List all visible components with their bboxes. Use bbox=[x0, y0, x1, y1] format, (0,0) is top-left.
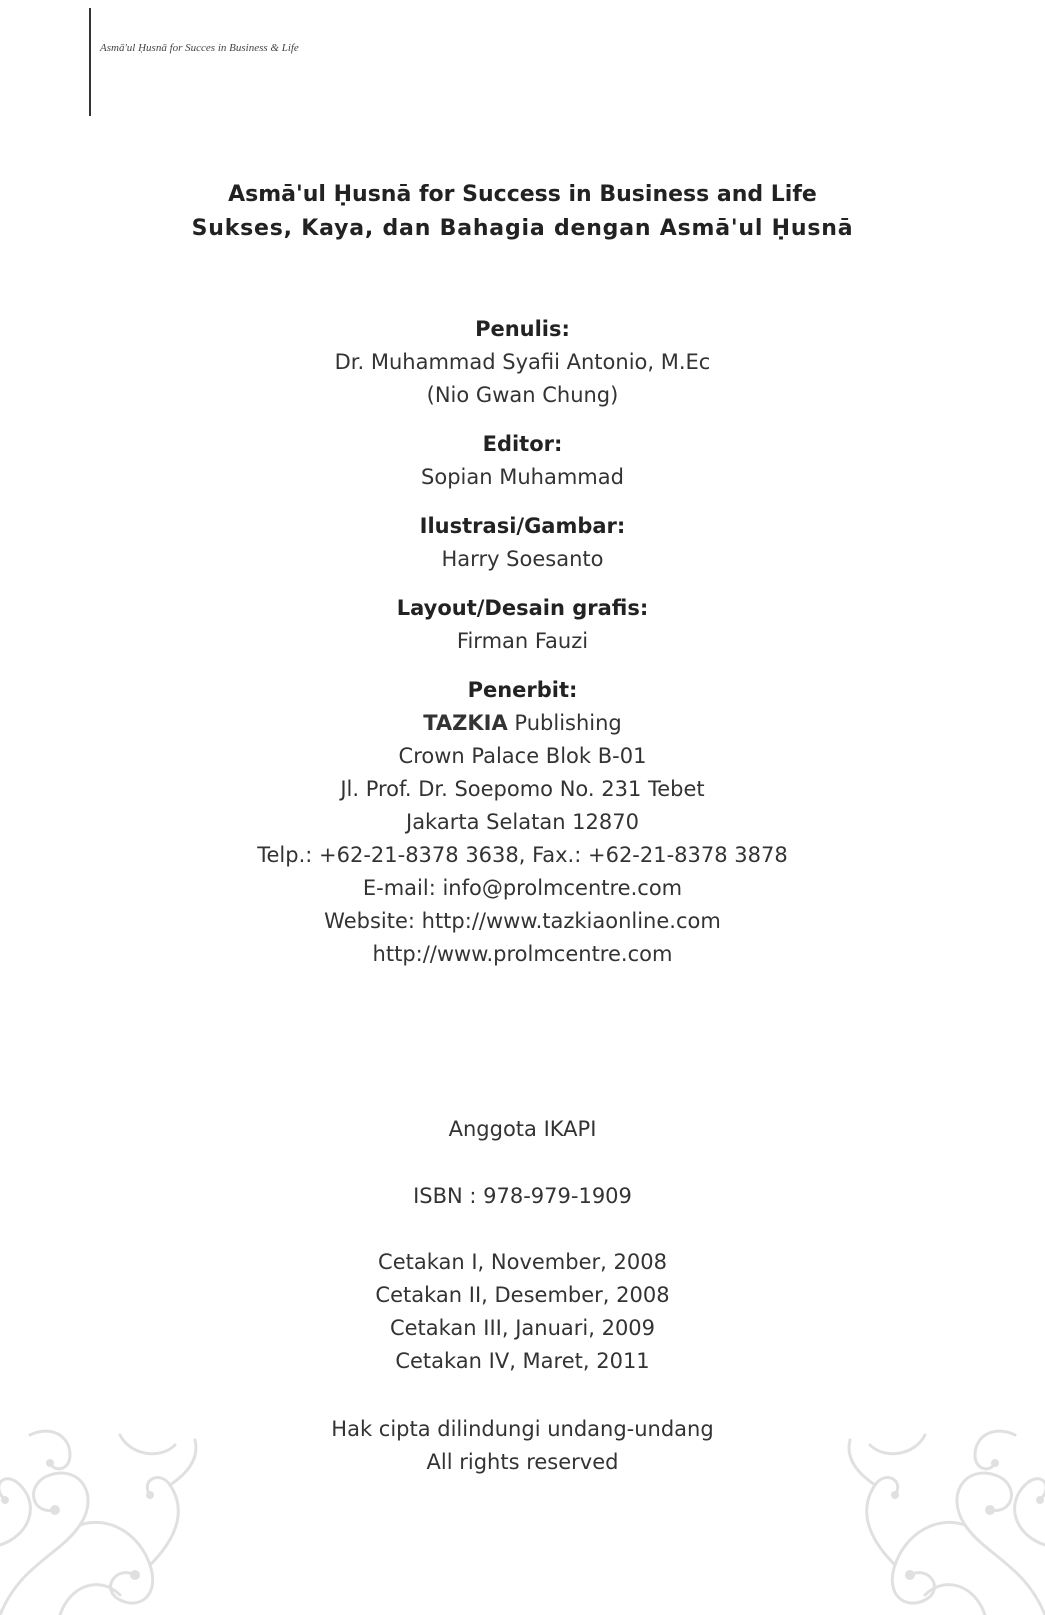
layout-designer-name: Firman Fauzi bbox=[456, 629, 589, 653]
illustrator-name: Harry Soesanto bbox=[441, 547, 604, 571]
margin-rule bbox=[89, 8, 91, 116]
publisher-name-rest: Publishing bbox=[507, 711, 622, 735]
editor-block bbox=[0, 428, 1045, 494]
illustration-heading: Ilustrasi/Gambar: bbox=[419, 514, 626, 538]
copyright-notice-en: All rights reserved bbox=[426, 1450, 619, 1474]
illustration-block bbox=[0, 510, 1045, 576]
publisher-name bbox=[0, 707, 1045, 740]
author-name: Dr. Muhammad Syafii Antonio, M.Ec bbox=[334, 350, 711, 374]
printing-line: Cetakan III, Januari, 2009 bbox=[389, 1316, 656, 1340]
isbn: ISBN : 978-979-1909 bbox=[413, 1184, 632, 1208]
publisher-phone-fax: Telp.: +62-21-8378 3638, Fax.: +62-21-8378 3878 bbox=[257, 843, 788, 867]
membership: Anggota IKAPI bbox=[448, 1117, 597, 1141]
editor-name: Sopian Muhammad bbox=[421, 465, 624, 489]
publisher-address-line: Jakarta Selatan 12870 bbox=[406, 810, 639, 834]
publisher-heading: Penerbit: bbox=[467, 678, 578, 702]
printings-block bbox=[0, 1246, 1045, 1378]
publisher-website-2: http://www.prolmcentre.com bbox=[372, 942, 673, 966]
copyright-notice: Hak cipta dilindungi undang-undang bbox=[331, 1417, 714, 1441]
publisher-email: E-mail: info@prolmcentre.com bbox=[362, 876, 683, 900]
printing-line: Cetakan I, November, 2008 bbox=[378, 1250, 667, 1274]
publisher-address-line: Crown Palace Blok B-01 bbox=[398, 744, 647, 768]
credits bbox=[0, 313, 1045, 987]
isbn-block bbox=[0, 1180, 1045, 1213]
publisher-name-bold: TAZKIA bbox=[423, 711, 508, 735]
printing-line: Cetakan II, Desember, 2008 bbox=[375, 1283, 670, 1307]
publisher-block bbox=[0, 674, 1045, 971]
author-heading: Penulis: bbox=[475, 317, 570, 341]
layout-block bbox=[0, 592, 1045, 658]
publisher-website: Website: http://www.tazkiaonline.com bbox=[324, 909, 721, 933]
author-alias: (Nio Gwan Chung) bbox=[426, 383, 619, 407]
editor-heading: Editor: bbox=[482, 432, 563, 456]
floral-ornament-icon bbox=[0, 1365, 210, 1615]
title-english: Asmā'ul Ḥusnā for Success in Business and Life bbox=[228, 182, 817, 207]
running-header: Asmā'ul Ḥusnā for Succes in Business & Life bbox=[100, 42, 299, 54]
layout-heading: Layout/Desain grafis: bbox=[396, 596, 649, 620]
book-titles bbox=[0, 178, 1045, 246]
author-block bbox=[0, 313, 1045, 412]
floral-ornament-icon bbox=[835, 1365, 1045, 1615]
membership-block bbox=[0, 1113, 1045, 1146]
title-indonesian: Sukses, Kaya, dan Bahagia dengan Asmā'ul Ḥusnā bbox=[191, 216, 854, 241]
printing-line: Cetakan IV, Maret, 2011 bbox=[395, 1349, 650, 1373]
publisher-address-line: Jl. Prof. Dr. Soepomo No. 231 Tebet bbox=[340, 777, 705, 801]
